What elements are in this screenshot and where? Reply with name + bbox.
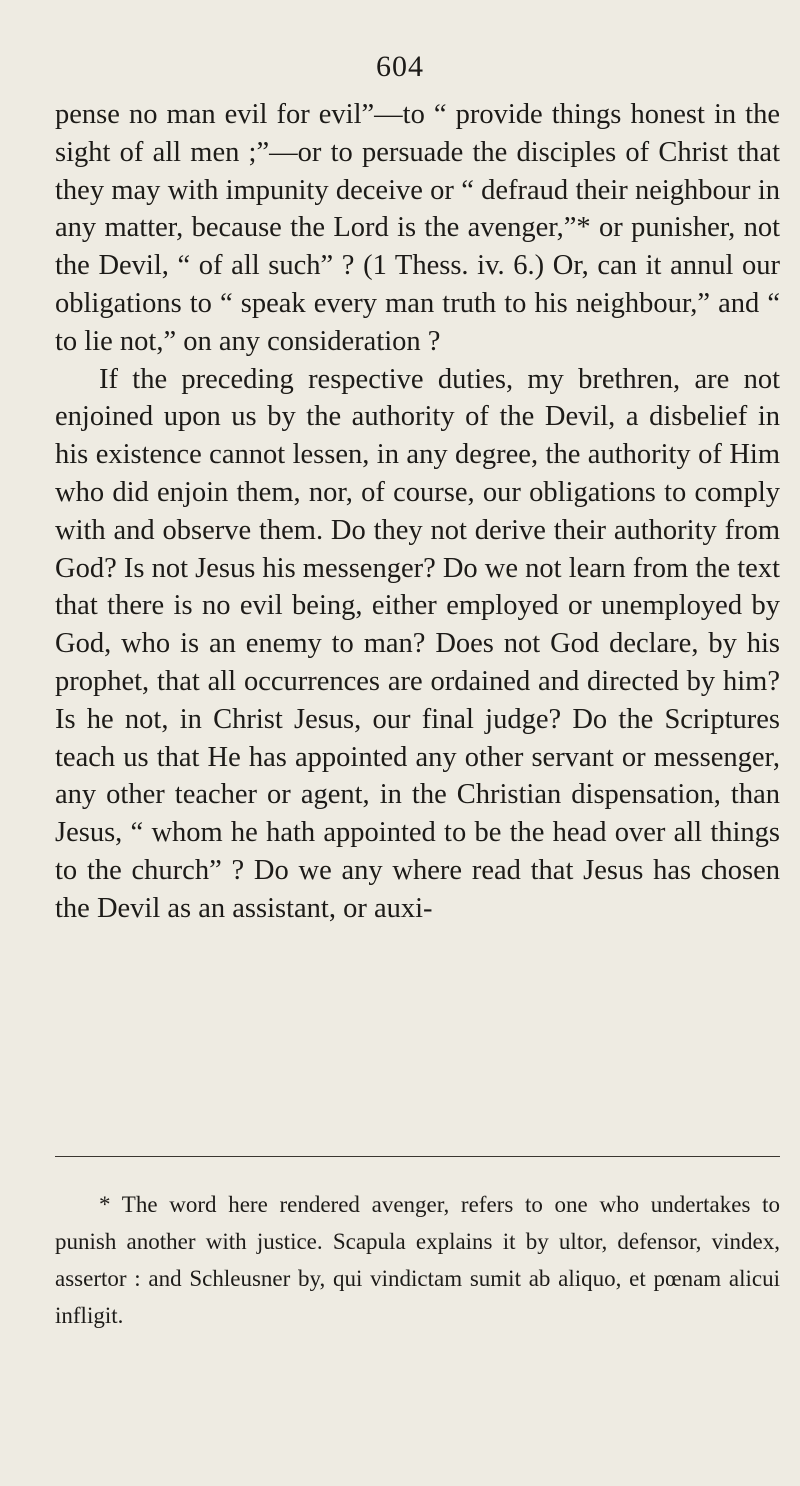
footnote-divider [55, 1156, 780, 1157]
paragraph-brethren: If the preceding respective duties, my brethren, are not enjoined upon us by the authority of the Devil, a disbelief in his existence cannot lessen, in any degree, the authority of Him who did enjoin them, nor, of course, our obligations to comply with and observe them. Do they not derive their authority from God? Is not Jesus his messenger? Do we not learn from the text that there is no evil being, either employed or unemployed by God, who is an enemy to man? Does not God declare, by his prophet, that all occurrences are ordained and directed by him? Is he not, in Christ Jesus, our final judge? Do the Scriptures teach us that He has appointed any other servant or messenger, any other teacher or agent, in the Christian dispensation, than Jesus, “ whom he hath appointed to be the head over all things to the church” ? Do we any where read that Jesus has chosen the Devil as an assistant, or auxi- [55, 363, 780, 924]
paragraph-continued: pense no man evil for evil”—to “ provide things honest in the sight of all men ;”—or to persuade the disciples of Christ that they may with impunity deceive or “ defraud their neighbour in any matter, because the Lord is the avenger,”* or punisher, not the Devil, “ of all such” ? (1 Thess. iv. 6.) Or, can it annul our obligations to “ speak every man truth to his neighbour,” and “ to lie not,” on any consideration ? [55, 99, 780, 357]
page-number: 604 [376, 50, 424, 83]
main-text [55, 96, 780, 928]
footnote [55, 1186, 780, 1334]
footnote-text: * The word here rendered avenger, refers to one who undertakes to punish another with justice. Scapula explains it by ultor, defensor, vindex, assertor : and Schleusner by, qui vindictam sumit ab aliquo, et pœnam alicui infligit. [55, 1192, 780, 1328]
